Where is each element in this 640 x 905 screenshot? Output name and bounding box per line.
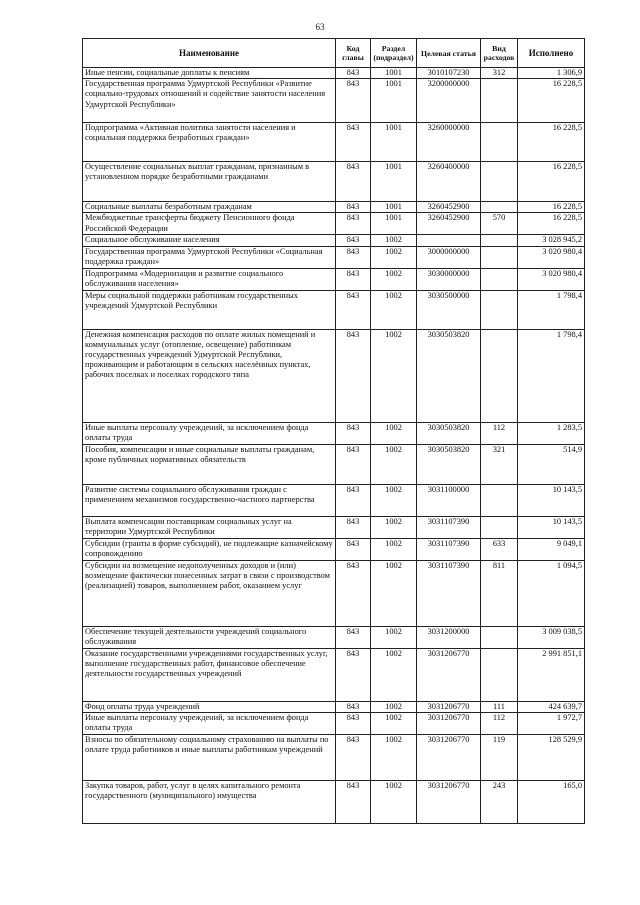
- cell-code: 843: [336, 235, 371, 246]
- cell-name: Меры социальной поддержки работникам государственных учреждений Удмуртской Республики: [83, 290, 336, 329]
- table-row: [83, 648, 585, 701]
- cell-name: Пособия, компенсации и иные социальные выплаты гражданам, кроме публичных нормативных обязательств: [83, 444, 336, 484]
- cell-target: 3200000000: [417, 79, 481, 123]
- cell-amount: 165,0: [518, 780, 585, 823]
- cell-kind: [481, 162, 518, 202]
- cell-section: 1002: [371, 268, 417, 290]
- cell-code: 843: [336, 560, 371, 626]
- table-row: [83, 79, 585, 123]
- cell-section: 1001: [371, 162, 417, 202]
- table-row: [83, 268, 585, 290]
- cell-target: 3031206770: [417, 701, 481, 712]
- header-executed: Исполнено: [518, 39, 585, 68]
- cell-name: Закупка товаров, работ, услуг в целях капитального ремонта государственного (муниципального) имущества: [83, 780, 336, 823]
- table-row: [83, 734, 585, 780]
- cell-target: 3260452900: [417, 213, 481, 235]
- cell-kind: 312: [481, 68, 518, 79]
- cell-code: 843: [336, 444, 371, 484]
- table-row: [83, 213, 585, 235]
- cell-target: 3031107390: [417, 538, 481, 560]
- cell-target: 3031206770: [417, 712, 481, 734]
- header-code: Код главы: [336, 39, 371, 68]
- cell-section: 1002: [371, 560, 417, 626]
- cell-name: Развитие системы социального обслуживания граждан с применением механизмов государственно-частного партнерства: [83, 484, 336, 516]
- cell-name: Социальные выплаты безработным гражданам: [83, 202, 336, 213]
- cell-amount: 3 020 980,4: [518, 246, 585, 268]
- table-row: [83, 422, 585, 444]
- cell-kind: 119: [481, 734, 518, 780]
- cell-section: 1002: [371, 648, 417, 701]
- cell-target: 3031206770: [417, 780, 481, 823]
- cell-target: 3031107390: [417, 560, 481, 626]
- table-row: [83, 516, 585, 538]
- cell-target: 3031100000: [417, 484, 481, 516]
- cell-section: 1002: [371, 538, 417, 560]
- cell-section: 1002: [371, 712, 417, 734]
- cell-code: 843: [336, 213, 371, 235]
- cell-code: 843: [336, 290, 371, 329]
- header-kind: Вид расходов: [481, 39, 518, 68]
- cell-section: 1001: [371, 79, 417, 123]
- table-row: [83, 712, 585, 734]
- cell-code: 843: [336, 268, 371, 290]
- cell-name: Подпрограмма «Активная политика занятости населения и социальная поддержка безработных граждан»: [83, 123, 336, 162]
- cell-name: Государственная программа Удмуртской Республики «Социальная поддержка граждан»: [83, 246, 336, 268]
- cell-amount: 10 143,5: [518, 484, 585, 516]
- header-section: Раздел (подраздел): [371, 39, 417, 68]
- table-header-row: [83, 39, 585, 68]
- cell-target: [417, 235, 481, 246]
- cell-code: 843: [336, 734, 371, 780]
- cell-code: 843: [336, 123, 371, 162]
- cell-kind: [481, 202, 518, 213]
- cell-name: Фонд оплаты труда учреждений: [83, 701, 336, 712]
- table-row: [83, 162, 585, 202]
- cell-name: Социальное обслуживание населения: [83, 235, 336, 246]
- cell-kind: 243: [481, 780, 518, 823]
- cell-section: 1002: [371, 246, 417, 268]
- cell-kind: [481, 648, 518, 701]
- cell-target: 3031206770: [417, 648, 481, 701]
- cell-amount: 16 228,5: [518, 213, 585, 235]
- cell-amount: 16 228,5: [518, 123, 585, 162]
- table-row: [83, 123, 585, 162]
- cell-name: Взносы по обязательному социальному страхованию на выплаты по оплате труда работников и иные выплаты работникам учреждений: [83, 734, 336, 780]
- cell-amount: 16 228,5: [518, 202, 585, 213]
- cell-section: 1002: [371, 444, 417, 484]
- cell-amount: 1 798,4: [518, 290, 585, 329]
- cell-amount: 3 009 038,5: [518, 626, 585, 648]
- cell-kind: [481, 235, 518, 246]
- cell-name: Иные выплаты персоналу учреждений, за исключением фонда оплаты труда: [83, 712, 336, 734]
- cell-amount: 16 228,5: [518, 162, 585, 202]
- table-row: [83, 202, 585, 213]
- cell-name: Субсидии (гранты в форме субсидий), не подлежащие казначейскому сопровождению: [83, 538, 336, 560]
- table-row: [83, 246, 585, 268]
- cell-amount: 2 991 851,1: [518, 648, 585, 701]
- cell-name: Иные выплаты персоналу учреждений, за исключением фонда оплаты труда: [83, 422, 336, 444]
- cell-code: 843: [336, 246, 371, 268]
- cell-kind: 321: [481, 444, 518, 484]
- cell-code: 843: [336, 712, 371, 734]
- cell-target: 3030503820: [417, 422, 481, 444]
- cell-code: 843: [336, 329, 371, 422]
- cell-target: 3030000000: [417, 268, 481, 290]
- cell-kind: [481, 79, 518, 123]
- table-row: [83, 68, 585, 79]
- cell-target: 3010107230: [417, 68, 481, 79]
- cell-kind: 570: [481, 213, 518, 235]
- cell-section: 1002: [371, 734, 417, 780]
- table-row: [83, 701, 585, 712]
- cell-name: Выплата компенсации поставщикам социальных услуг на территории Удмуртской Республики: [83, 516, 336, 538]
- table-row: [83, 290, 585, 329]
- cell-amount: 1 306,9: [518, 68, 585, 79]
- cell-section: 1001: [371, 68, 417, 79]
- cell-name: Подпрограмма «Модернизация и развитие социального обслуживания населения»: [83, 268, 336, 290]
- cell-kind: [481, 290, 518, 329]
- table-row: [83, 329, 585, 422]
- cell-section: 1002: [371, 516, 417, 538]
- cell-amount: 3 020 980,4: [518, 268, 585, 290]
- cell-kind: 811: [481, 560, 518, 626]
- cell-code: 843: [336, 538, 371, 560]
- cell-target: 3031206770: [417, 734, 481, 780]
- cell-amount: 1 972,7: [518, 712, 585, 734]
- cell-kind: 111: [481, 701, 518, 712]
- cell-target: 3030503820: [417, 444, 481, 484]
- cell-code: 843: [336, 422, 371, 444]
- cell-name: Осуществление социальных выплат гражданам, признанным в установленном порядке безработными гражданами: [83, 162, 336, 202]
- cell-kind: 112: [481, 422, 518, 444]
- cell-target: 3000000000: [417, 246, 481, 268]
- cell-kind: [481, 329, 518, 422]
- cell-code: 843: [336, 68, 371, 79]
- cell-kind: [481, 516, 518, 538]
- cell-target: 3260452900: [417, 202, 481, 213]
- cell-amount: 10 143,5: [518, 516, 585, 538]
- cell-kind: 633: [481, 538, 518, 560]
- cell-kind: [481, 268, 518, 290]
- cell-name: Государственная программа Удмуртской Республики «Развитие социально-трудовых отношений и содействие занятости населения Удмуртской Республики»: [83, 79, 336, 123]
- cell-section: 1002: [371, 484, 417, 516]
- cell-section: 1001: [371, 213, 417, 235]
- cell-kind: [481, 123, 518, 162]
- cell-kind: [481, 246, 518, 268]
- cell-code: 843: [336, 162, 371, 202]
- cell-code: 843: [336, 780, 371, 823]
- table-row: [83, 444, 585, 484]
- cell-target: 3260000000: [417, 123, 481, 162]
- cell-code: 843: [336, 79, 371, 123]
- table-row: [83, 538, 585, 560]
- cell-amount: 128 529,9: [518, 734, 585, 780]
- cell-amount: 16 228,5: [518, 79, 585, 123]
- cell-name: Межбюджетные трансферты бюджету Пенсионного фонда Российской Федерации: [83, 213, 336, 235]
- header-name: Наименование: [83, 39, 336, 68]
- cell-name: Обеспечение текущей деятельности учреждений социального обслуживания: [83, 626, 336, 648]
- cell-name: Субсидии на возмещение недополученных доходов и (или) возмещение фактически понесенных затрат в связи с производством (реализацией) товаров, выполнением работ, оказанием услуг: [83, 560, 336, 626]
- cell-target: 3030503820: [417, 329, 481, 422]
- cell-name: Иные пенсии, социальные доплаты к пенсиям: [83, 68, 336, 79]
- cell-amount: 424 639,7: [518, 701, 585, 712]
- cell-amount: 1 094,5: [518, 560, 585, 626]
- cell-code: 843: [336, 516, 371, 538]
- cell-section: 1002: [371, 701, 417, 712]
- cell-section: 1002: [371, 626, 417, 648]
- table-row: [83, 560, 585, 626]
- cell-kind: [481, 626, 518, 648]
- cell-section: 1002: [371, 329, 417, 422]
- cell-target: 3031200000: [417, 626, 481, 648]
- cell-section: 1001: [371, 202, 417, 213]
- table-row: [83, 780, 585, 823]
- cell-amount: 9 049,1: [518, 538, 585, 560]
- cell-code: 843: [336, 484, 371, 516]
- cell-section: 1002: [371, 290, 417, 329]
- cell-section: 1002: [371, 780, 417, 823]
- cell-name: Денежная компенсация расходов по оплате жилых помещений и коммунальных услуг (отопление, освещение) работникам государственных учреждений Удмуртской Республики, проживающим и работающим в сельских населённых пунктах, рабочих поселках и поселках городского типа: [83, 329, 336, 422]
- cell-code: 843: [336, 701, 371, 712]
- header-target: Целевая статья: [417, 39, 481, 68]
- cell-target: 3260400000: [417, 162, 481, 202]
- cell-name: Оказание государственными учреждениями государственных услуг, выполнение государственных работ, финансовое обеспечение деятельности государственных учреждений: [83, 648, 336, 701]
- cell-code: 843: [336, 648, 371, 701]
- table-row: [83, 235, 585, 246]
- page-number: 63: [315, 22, 325, 32]
- budget-execution-table: [82, 38, 585, 824]
- cell-section: 1001: [371, 123, 417, 162]
- cell-code: 843: [336, 202, 371, 213]
- cell-kind: 112: [481, 712, 518, 734]
- cell-section: 1002: [371, 235, 417, 246]
- cell-amount: 1 283,5: [518, 422, 585, 444]
- cell-code: 843: [336, 626, 371, 648]
- cell-amount: 514,9: [518, 444, 585, 484]
- cell-section: 1002: [371, 422, 417, 444]
- table-row: [83, 484, 585, 516]
- cell-target: 3030500000: [417, 290, 481, 329]
- table-row: [83, 626, 585, 648]
- cell-amount: 1 798,4: [518, 329, 585, 422]
- cell-amount: 3 028 945,2: [518, 235, 585, 246]
- cell-kind: [481, 484, 518, 516]
- cell-target: 3031107390: [417, 516, 481, 538]
